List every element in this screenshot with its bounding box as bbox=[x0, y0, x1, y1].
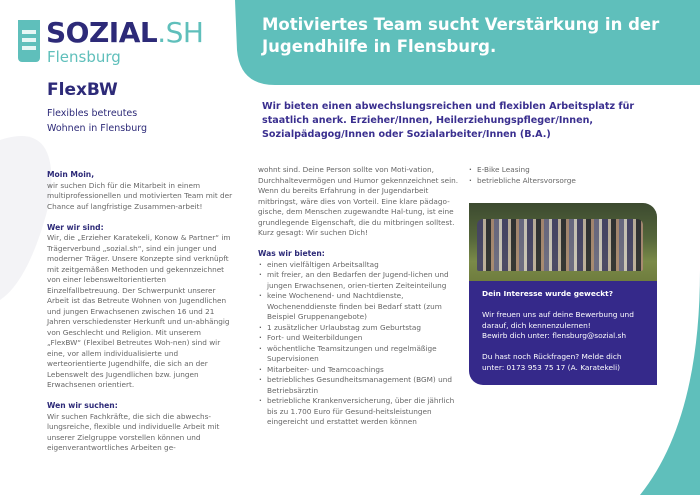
list-item: · 1 zusätzlicher Urlaubstag zum Geburtstag bbox=[258, 323, 463, 334]
list-item: · keine Wochenend- und Nachtdienste, Wochenenddienste finden bei Bedarf statt (zum Beispiel Gruppenangebote) bbox=[258, 291, 463, 323]
list-item: · betriebliche Krankenversicherung, über die jährlich bis zu 1.700 Euro für Gesund-heitsleistungen eingereicht und erstattet werden können bbox=[258, 396, 463, 428]
cta-heading: Dein Interesse wurde geweckt? bbox=[482, 289, 613, 298]
column-2 bbox=[258, 165, 463, 428]
offer-list-continued bbox=[468, 165, 658, 186]
list-item: · mit freier, an den Bedarfen der Jugend-lichen und jungen Erwachsenen, orien-tierten Zeiteinteilung bbox=[258, 270, 463, 291]
product-subtitle: Flexibles betreutes Wohnen in Flensburg bbox=[47, 108, 147, 134]
who-text: Wir, die „Erzieher Karatekeli, Konow & Partner“ im Trägerverbund „sozial.sh“, sind ein junger und moderner Träger. Unsere Konzepte sind verknüpft mit zeitgemäßen Methoden und gekennzeichnet von einer lebensweltorientierten Einzelfallbetreuung. Der Schwerpunkt unserer Arbeit ist das Betreute Wohnen von Jugendlichen und jungen Erwachsenen zwischen 16 und 21 Jahren verschiedenster Herkunft und un-abhängig von Geschlecht und Religion. Mit unserem „FlexBW“ (Flexibel Betreutes Woh-nen) sind wir eine, vor allem individualisierte und werteorientierte Jugendhilfe, die sich an der Lebenswelt des Jugendlichen bzw. jungen Erwachsenen orientiert. bbox=[47, 233, 231, 389]
list-item: · Mitarbeiter- und Teamcoachings bbox=[258, 365, 463, 376]
intro-heading: Moin Moin, bbox=[47, 170, 95, 179]
list-item: · E-Bike Leasing bbox=[468, 165, 658, 176]
seek-heading: Wen wir suchen: bbox=[47, 401, 118, 410]
seek-text-3: Kurz gesagt: Wir suchen Dich! bbox=[258, 228, 368, 237]
list-item: · betriebliches Gesundheitsmanagement (BGM) und Betriebsärztin bbox=[258, 375, 463, 396]
seek-text-2: wohnt sind. Deine Person sollte von Moti-vation, Durchhaltevermögen und Humor gekennzeichnet sein. Wenn du bereits Erfahrung in der Jugendarbeit mitbringst, wäre dies von Vorteil. Eine klare pädago-gische, dem Menschen zugewandte Hal-tung, ist eine grundlegende Eigenschaft, die du mitbringen solltest. bbox=[258, 165, 459, 227]
column-3 bbox=[468, 165, 658, 186]
offer-heading: Was wir bieten: bbox=[258, 249, 325, 258]
offer-list bbox=[258, 260, 463, 428]
coat-of-arms-icon bbox=[18, 20, 40, 62]
contact-box bbox=[469, 281, 657, 385]
product-title: FlexBW bbox=[47, 80, 118, 100]
list-item: · betriebliche Altersvorsorge bbox=[468, 176, 658, 187]
team-group bbox=[477, 219, 643, 271]
banner-title: Motiviertes Team sucht Verstärkung in der Jugendhilfe in Flensburg. bbox=[262, 15, 660, 56]
cta-phone[interactable]: Du hast noch Rückfragen? Melde dich unter: 0173 953 75 17 (A. Karatekeli) bbox=[482, 352, 622, 372]
headline: Wir bieten einen abwechslungsreichen und flexiblen Arbeitsplatz für staatlich anerk. Erzieher/Innen, Heilerziehungspfleger/Innen, Sozialpädagog/Innen oder Sozialarbeiter/Innen (B.A.) bbox=[262, 101, 635, 140]
cta-text-1: Wir freuen uns auf deine Bewerbung und darauf, dich kennenzulernen! bbox=[482, 310, 634, 330]
who-heading: Wer wir sind: bbox=[47, 222, 104, 232]
list-item: · wöchentliche Teamsitzungen und regelmäßige Supervisionen bbox=[258, 344, 463, 365]
column-1 bbox=[47, 170, 237, 464]
watermark-swirl bbox=[0, 136, 51, 300]
team-photo bbox=[469, 203, 657, 281]
logo-brand: SOZIAL.SH bbox=[46, 16, 204, 49]
logo-city: Flensburg bbox=[47, 48, 121, 66]
list-item: · Fort- und Weiterbildungen bbox=[258, 333, 463, 344]
intro-text: wir suchen Dich für die Mitarbeit in einem multiprofessionellen und motivierten Team mit der Chance auf langfristige Zusammen-arbeit! bbox=[47, 180, 233, 211]
list-item: · einen vielfältigen Arbeitsalltag bbox=[258, 260, 463, 271]
seek-text-1: Wir suchen Fachkräfte, die sich die abwechs-lungsreiche, flexible und individuelle Arbeit mit unserer Zielgruppe vorstellen können und eigenverantwortliches Arbeiten ge- bbox=[47, 411, 220, 452]
cta-email[interactable]: Bewirb dich unter: flensburg@sozial.sh bbox=[482, 331, 627, 340]
